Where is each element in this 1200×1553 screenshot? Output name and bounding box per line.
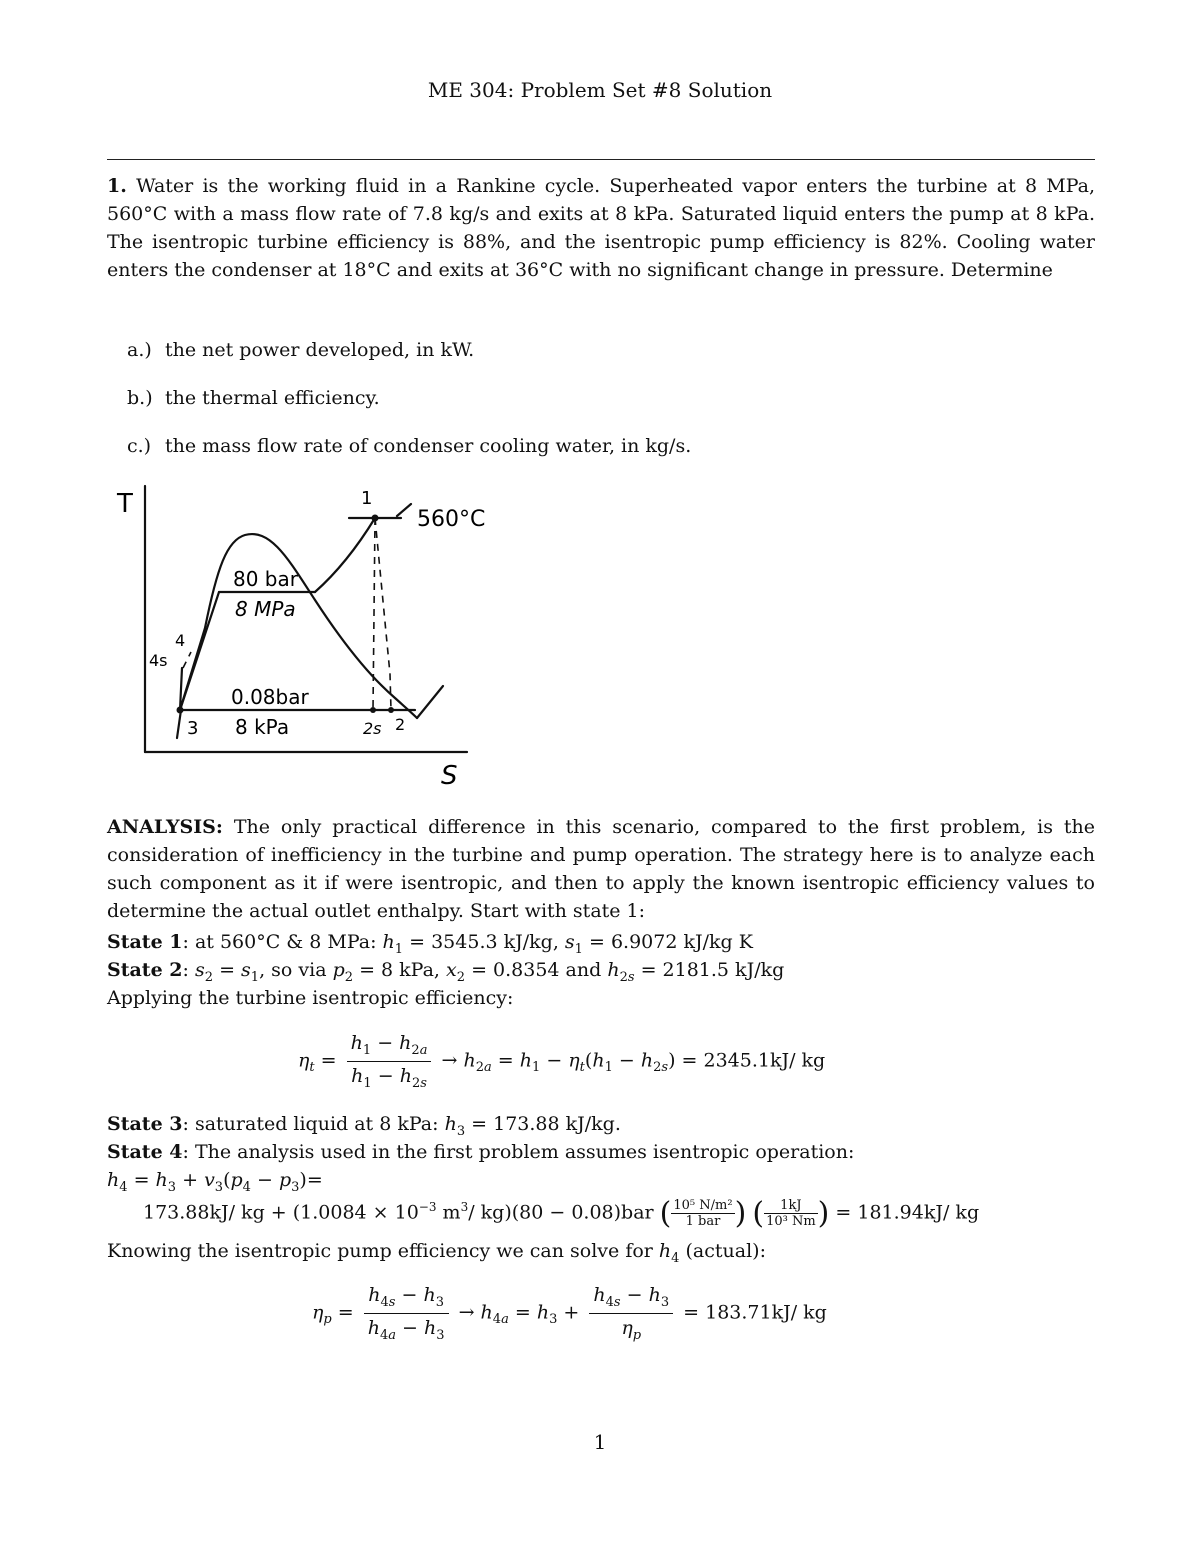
temp-label: 560°C [417,507,486,532]
pump-intro: Knowing the isentropic pump efficiency we can solve for $h_4$ (actual): [107,1240,766,1266]
turbine-equation: $\eta_t$ = $\frac{h_1 - h_{2a}}{h_1 - h_{2s}}$ → $h_{2a} = h_1 - \eta_t(h_1 - h_{2s}) = 2345.1kJ/$ kg [298,1032,826,1091]
state4-label: State 4 [107,1141,183,1163]
turbine-intro: Applying the turbine isentropic efficiency: [107,987,514,1009]
conversion2-den: 10³ Nm [766,1214,816,1229]
state3-line: State 3: saturated liquid at 8 kPa: $h_3 = 173.88$ kJ/kg. [107,1113,621,1139]
conversion2-num: 1kJ [764,1198,818,1214]
state-point-2 [388,707,394,713]
point-4s-label: 4s [149,651,168,670]
page-number: 1 [593,1430,607,1454]
low-tick [177,710,181,738]
list-item-text: the thermal efficiency. [165,387,380,409]
pump-line2-mid: m [436,1201,461,1224]
state-point-1 [372,515,379,522]
list-item [127,387,380,409]
state1-s1: = 6.9072 kJ/kg K [589,931,753,953]
state2-via: , so via [259,959,333,981]
state1-line: State 1: at 560°C & 8 MPa: $h_1 = 3545.3$ kJ/kg, $s_1 = 6.9072$ kJ/kg K [107,931,753,957]
state1-h1: = 3545.3 kJ/kg, [409,931,565,953]
high-bar-label: 80 bar [233,567,298,591]
problem-statement [107,172,1095,284]
state2-label: State 2 [107,959,183,981]
superheat-curve [315,518,375,592]
pump-isentropic-line [183,652,191,668]
list-item [127,435,691,457]
pump-line2-m-exp: 3 [460,1200,469,1215]
state4-text: : The analysis used in the first problem assumes isentropic operation: [182,1141,855,1163]
pump-line2-start: 173.88kJ/ kg + (1.0084 × 10 [143,1201,419,1224]
conversion1-num: 10⁵ N/m² [673,1198,733,1213]
pump-intro-start: Knowing the isentropic pump efficiency we can solve for [107,1240,659,1262]
superheat-tail [417,686,443,718]
point-4-label: 4 [175,631,186,650]
state2-h2s: = 2181.5 kJ/kg [640,959,785,981]
state3-h3: = 173.88 kJ/kg. [471,1113,621,1135]
list-item-label: c.) [127,435,152,457]
state4-line [107,1141,854,1163]
pump-result: = 183.71kJ/ kg [683,1301,827,1324]
pump-line1-eq: = [306,1169,323,1191]
high-mpa-label: 8 MPa [235,597,296,621]
state-point-3 [177,707,184,714]
state2-p2: = 8 kPa, [359,959,447,981]
point-1-label: 1 [361,488,373,509]
analysis-paragraph [107,813,1095,925]
list-item-label: b.) [127,387,153,409]
state1-prefix: : at 560°C & 8 MPa: [182,931,383,953]
state2-line: State 2: $s_2 = s_1$, so via $p_2 = 8$ kPa, $x_2 = 0.8354$ and $h_{2s} = 2181.5$ kJ/kg [107,959,785,985]
conversion1-den: 1 bar [685,1214,721,1229]
s-axis-label: S [441,761,458,788]
list-item-label: a.) [127,339,152,361]
pump-equation-line2: 173.88kJ/ kg + ($1.0084 \times 10^{-3}$ $m^3/$ kg)(80 − 0.08)bar ( $\frac{\text{10⁵ N/m²}}{\text{1 bar}}$ ) ( $\frac{1kJ}{\text{10³ Nm}}$ ) = 181.94kJ/ kg [143,1196,980,1231]
low-bar-label: 0.08bar [231,685,309,709]
pump-compression [180,592,219,710]
low-kpa-label: 8 kPa [235,715,290,739]
state3-text: : saturated liquid at 8 kPa: [182,1113,445,1135]
state3-label: State 3 [107,1113,183,1135]
list-item [127,339,474,361]
point-2s-label: 2s [363,719,382,738]
analysis-text: The only practical difference in this scenario, compared to the first problem, is the consideration of inefficiency in the turbine and pump operation. The strategy here is to analyze each such component as it if were isentropic, and then to apply the known isentropic efficiency values to determine the actual outlet enthalpy. Start with state 1: [107,816,1095,922]
state1-label: State 1 [107,931,183,953]
pump-intro-end: (actual): [679,1240,766,1262]
problem-text: Water is the working fluid in a Rankine cycle. Superheated vapor enters the turbine at 8 MPa, 560°C with a mass flow rate of 7.8 kg/s and exits at 8 kPa. Saturated liquid enters the pump at 8 kPa. The isentropic turbine efficiency is 88%, and the isentropic pump efficiency is 82%. Cooling water enters the condenser at 18°C and exits at 36°C with no significant change in pressure. Determine [107,175,1095,281]
state2-x2: = 0.8354 and [471,959,608,981]
pump-line2-end: / kg)(80 − 0.08)bar [468,1201,654,1224]
ts-diagram [105,478,525,788]
state-point-2s [370,707,376,713]
pump-efficiency-equation: $\eta_p$ = $\frac{h_{4s} - h_3}{h_{4a} - h_3}$ → $h_{4a} = h_3$ + $\frac{h_{4s} - h_3}{\eta_p}$ = 183.71kJ/ kg [312,1284,827,1343]
turbine-result: = 2345.1kJ/ kg [681,1049,826,1072]
problem-number: 1. [107,175,127,197]
pump-line2-result: = 181.94kJ/ kg [835,1201,980,1224]
state2-eq: = [219,959,235,981]
pump-line2-exp: −3 [418,1200,437,1215]
list-item-text: the net power developed, in kW. [165,339,475,361]
isobar-low-tick [397,504,411,516]
page-title: ME 304: Problem Set #8 Solution [427,78,773,102]
point-3-label: 3 [187,718,199,739]
t-axis-label: T [117,489,133,519]
pump-equation-line1: $h_4 = h_3 + v_3(p_4 - p_3)=$ [107,1169,323,1195]
point-2-label: 2 [395,715,406,734]
turbine-isentropic-line [373,518,375,710]
title-rule [107,159,1095,160]
list-item-text: the mass flow rate of condenser cooling water, in kg/s. [165,435,692,457]
analysis-heading: ANALYSIS: [107,816,223,838]
